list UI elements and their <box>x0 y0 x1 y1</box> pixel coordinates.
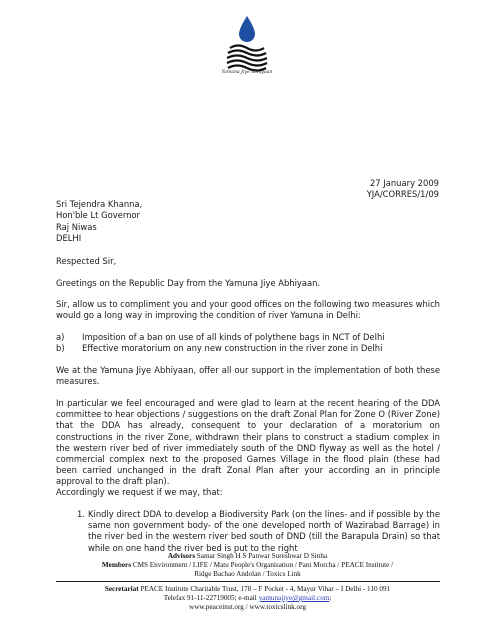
letter-meta <box>367 178 439 201</box>
letter-reference: YJA/CORRES/1/09 <box>366 189 439 200</box>
addressee-line: Raj Niwas <box>56 221 97 232</box>
members-line1: CMS Environment / LIFE / Matu People's Organisation / Pani Morcha / PEACE Institute / <box>132 561 394 569</box>
addressee-line: Hon'ble Lt Governor <box>56 210 140 221</box>
request-text: Kindly direct DDA to develop a Biodiversity Park (on the lines- and if possible by the same non government body- of the one developed north of Wazirabad Barrage) in the river bed in the western river bed south of DND (till the Barapula Drain) so that while on one hand the river bed is put to the right <box>88 509 440 553</box>
compliment-paragraph: Sir, allow us to compliment you and your good offices on the following two measures which would go a long way in improving the condition of river Yamuna in Delhi: <box>56 299 440 321</box>
greeting-paragraph: Greetings on the Republic Day from the Yamuna Jiye Abhiyaan. <box>56 278 321 288</box>
salutation: Respected Sir, <box>56 256 117 266</box>
advisors-names: Samar Singh H S Panwar Sureshwar D Sinha <box>196 552 328 560</box>
addressee-block <box>56 199 142 245</box>
contact-suffix: ; <box>329 594 332 602</box>
letter-date: 27 January 2009 <box>369 178 439 188</box>
measure-text: Effective moratorium on any new construction in the river zone in Delhi <box>82 343 383 353</box>
footer-contact <box>0 594 495 603</box>
measure-item <box>56 332 385 343</box>
request-marker: 1. <box>77 509 85 519</box>
footer-divider <box>56 581 440 582</box>
footer-websites[interactable]: www.peaceinst.org / www.toxicslink.org <box>189 603 306 611</box>
footer-secretariat <box>0 585 495 594</box>
measure-item <box>56 343 382 354</box>
advisors-label: Advisors <box>167 552 195 560</box>
secretariat-address: PEACE Institute Charitable Trust, 178 – F Pocket - 4, Mayur Vihar – I Delhi - 110 091 <box>140 585 391 593</box>
measure-text: Imposition of a ban on use of all kinds of polythene bags in NCT of Delhi <box>82 332 385 342</box>
email-link[interactable]: yamunajiye@gmail.com <box>258 594 330 602</box>
particular-paragraph: In particular we feel encouraged and were glad to learn at the recent hearing of the DDA committee to hear objections / suggestions on the draft Zonal Plan for Zone O (River Zone) that the DDA has already, consequent to your declaration of a moratorium on constructions in the river Zone, withdrawn their plans to construct a stadium complex in the western river bed of river immediately south of the DND flyway as well as the hotel / commercial complex next to the proposed Games Village in the flood plain (these had been carried unchanged in the draft Zonal Plan after your according an in principle approval to the draft plan). <box>56 398 440 487</box>
members-line2: Ridge Bachao Andolan / Toxics Link <box>194 570 301 578</box>
secretariat-label: Secretariat <box>104 585 139 593</box>
addressee-line: DELHI <box>56 233 82 244</box>
measure-marker: b) <box>56 343 65 353</box>
support-paragraph: We at the Yamuna Jiye Abhiyaan, offer all our support in the implementation of both these measures. <box>56 365 440 387</box>
measure-marker: a) <box>56 332 65 342</box>
water-drop-waves-icon <box>222 14 272 72</box>
request-paragraph: Accordingly we request if we may, that: <box>56 487 223 497</box>
logo-caption: Yamuna Jiye Abhiyaan <box>221 70 273 75</box>
contact-prefix: Telefax 91-11-22719005; e-mail <box>163 594 257 602</box>
members-label: Members <box>101 561 132 569</box>
request-item <box>77 509 440 554</box>
footer-advisors <box>0 552 495 561</box>
yamuna-jiye-abhiyaan-logo <box>222 14 272 76</box>
addressee-line: Sri Tejendra Khanna, <box>56 199 143 209</box>
footer-members <box>0 561 495 570</box>
